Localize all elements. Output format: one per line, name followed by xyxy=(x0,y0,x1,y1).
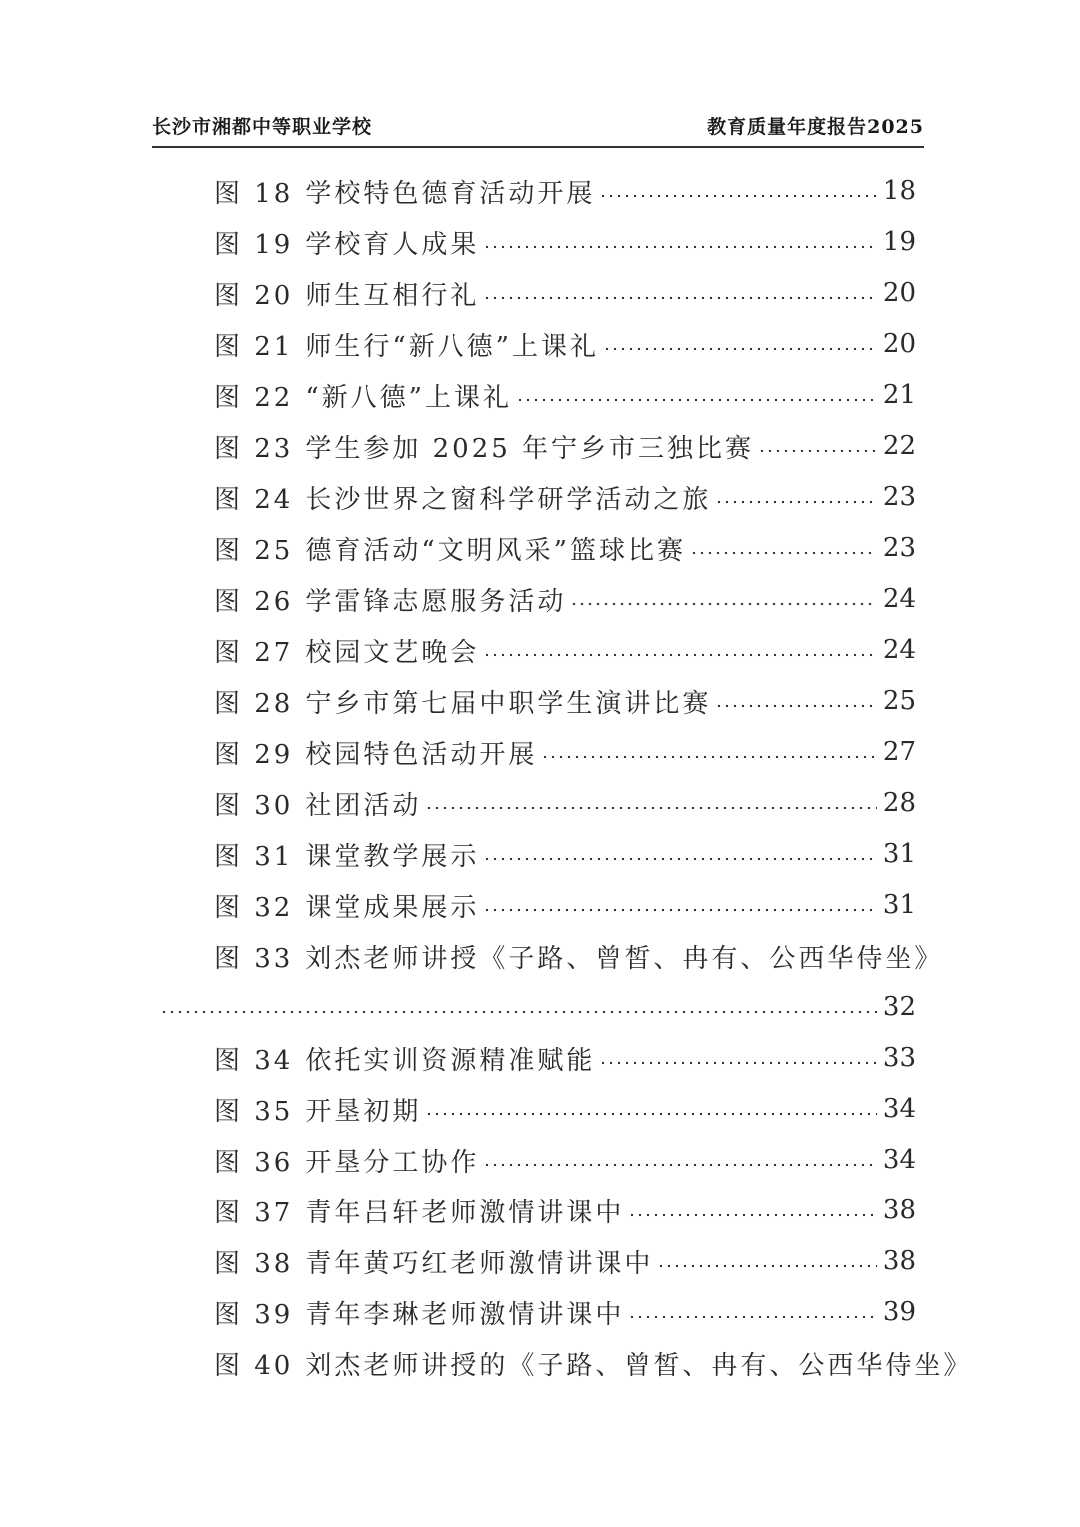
dot-leader xyxy=(603,347,877,351)
figure-title: 课堂教学展示 xyxy=(305,841,480,872)
toc-entry-33-continuation[interactable] xyxy=(156,985,916,1029)
page-number: 39 xyxy=(882,1297,916,1327)
figure-number: 图 19 xyxy=(214,229,294,260)
toc-entry-24[interactable] xyxy=(214,475,916,519)
figure-title: 开垦初期 xyxy=(305,1096,422,1127)
toc-entry-36[interactable] xyxy=(214,1138,916,1182)
dot-leader xyxy=(483,1163,877,1167)
figure-number: 图 34 xyxy=(214,1045,294,1076)
page-number: 24 xyxy=(882,584,916,614)
dot-leader xyxy=(425,1112,877,1116)
figure-title: 校园特色活动开展 xyxy=(305,739,538,770)
figure-number: 图 36 xyxy=(214,1147,294,1178)
figure-title: 开垦分工协作 xyxy=(305,1147,480,1178)
figure-title: 宁乡市第七届中职学生演讲比赛 xyxy=(305,688,712,719)
toc-entry-25[interactable] xyxy=(214,526,916,570)
page-number: 34 xyxy=(882,1145,916,1175)
dot-leader xyxy=(715,500,877,504)
figure-title: 德育活动“文明风采”篮球比赛 xyxy=(305,535,686,566)
page-number: 27 xyxy=(882,737,916,767)
figure-number: 图 32 xyxy=(214,892,294,923)
dot-leader xyxy=(483,857,877,861)
toc-entry-35[interactable] xyxy=(214,1087,916,1131)
figure-number: 图 18 xyxy=(214,178,294,209)
page-number: 28 xyxy=(882,788,916,818)
figure-number: 图 21 xyxy=(214,331,294,362)
figure-title: 社团活动 xyxy=(305,790,422,821)
figure-number: 图 31 xyxy=(214,841,294,872)
toc-entry-33[interactable] xyxy=(214,934,944,978)
page-number: 24 xyxy=(882,635,916,665)
figure-number: 图 26 xyxy=(214,586,294,617)
figure-title: 学生参加 2025 年宁乡市三独比赛 xyxy=(305,433,755,464)
dot-leader xyxy=(715,704,877,708)
toc-entry-31[interactable] xyxy=(214,832,916,876)
figure-number: 图 40 xyxy=(214,1350,294,1381)
figure-title: 校园文艺晚会 xyxy=(305,637,480,668)
page-number: 23 xyxy=(882,533,916,563)
page-number: 33 xyxy=(882,1043,916,1073)
toc-entry-18[interactable] xyxy=(214,169,916,213)
toc-entry-34[interactable] xyxy=(214,1036,916,1080)
toc-entry-30[interactable] xyxy=(214,781,916,825)
dot-leader xyxy=(160,1010,877,1014)
figure-number: 图 22 xyxy=(214,382,294,413)
dot-leader xyxy=(599,1061,877,1065)
figure-title: 青年李琳老师激情讲课中 xyxy=(305,1299,625,1330)
figure-number: 图 33 xyxy=(214,943,294,974)
figure-title: “新八德”上课礼 xyxy=(305,382,512,413)
dot-leader xyxy=(483,653,877,657)
page-number: 22 xyxy=(882,431,916,461)
toc-entry-28[interactable] xyxy=(214,679,916,723)
page-number: 38 xyxy=(882,1195,916,1225)
toc-entry-39[interactable] xyxy=(214,1290,916,1334)
dot-leader xyxy=(541,755,877,759)
figure-title: 刘杰老师讲授《子路、曾皙、冉有、公西华侍坐》 xyxy=(305,943,944,974)
page-number: 18 xyxy=(882,176,916,206)
page-number: 32 xyxy=(882,992,916,1022)
dot-leader xyxy=(425,806,877,810)
figure-number: 图 20 xyxy=(214,280,294,311)
page-number: 25 xyxy=(882,686,916,716)
page-number: 31 xyxy=(882,839,916,869)
dot-leader xyxy=(628,1315,877,1319)
figure-number: 图 27 xyxy=(214,637,294,668)
page-number: 20 xyxy=(882,329,916,359)
toc-entry-29[interactable] xyxy=(214,730,916,774)
figure-number: 图 30 xyxy=(214,790,294,821)
page-number: 19 xyxy=(882,227,916,257)
figure-number: 图 29 xyxy=(214,739,294,770)
page-number: 20 xyxy=(882,278,916,308)
page-number: 23 xyxy=(882,482,916,512)
dot-leader xyxy=(690,551,877,555)
page-number: 21 xyxy=(882,380,916,410)
figure-title: 长沙世界之窗科学研学活动之旅 xyxy=(305,484,712,515)
figure-title: 青年吕轩老师激情讲课中 xyxy=(305,1197,625,1228)
dot-leader xyxy=(628,1213,877,1217)
dot-leader xyxy=(599,194,877,198)
figure-title: 学校育人成果 xyxy=(305,229,480,260)
toc-entry-38[interactable] xyxy=(214,1239,916,1283)
toc-entry-21[interactable] xyxy=(214,322,916,366)
toc-entry-32[interactable] xyxy=(214,883,916,927)
dot-leader xyxy=(516,398,877,402)
figure-number: 图 28 xyxy=(214,688,294,719)
figure-title: 学校特色德育活动开展 xyxy=(305,178,596,209)
page-number: 34 xyxy=(882,1094,916,1124)
toc-entry-23[interactable] xyxy=(214,424,916,468)
figure-title: 青年黄巧红老师激情讲课中 xyxy=(305,1248,654,1279)
header-school-name: 长沙市湘都中等职业学校 xyxy=(152,116,373,138)
dot-leader xyxy=(758,449,877,453)
toc-entry-37[interactable] xyxy=(214,1188,916,1232)
toc-entry-27[interactable] xyxy=(214,628,916,672)
figure-number: 图 39 xyxy=(214,1299,294,1330)
figure-title: 课堂成果展示 xyxy=(305,892,480,923)
figure-title: 依托实训资源精准赋能 xyxy=(305,1045,596,1076)
figure-title: 师生行“新八德”上课礼 xyxy=(305,331,599,362)
toc-entry-22[interactable] xyxy=(214,373,916,417)
page-number: 38 xyxy=(882,1246,916,1276)
figure-number: 图 38 xyxy=(214,1248,294,1279)
dot-leader xyxy=(483,245,877,249)
toc-entry-26[interactable] xyxy=(214,577,916,621)
figure-title: 刘杰老师讲授的《子路、曾皙、冉有、公西华侍坐》 xyxy=(305,1350,973,1381)
figure-number: 图 35 xyxy=(214,1096,294,1127)
figure-number: 图 24 xyxy=(214,484,294,515)
figure-title: 学雷锋志愿服务活动 xyxy=(305,586,567,617)
dot-leader xyxy=(657,1264,877,1268)
dot-leader xyxy=(483,908,877,912)
figure-number: 图 37 xyxy=(214,1197,294,1228)
figure-title: 师生互相行礼 xyxy=(305,280,480,311)
dot-leader xyxy=(570,602,877,606)
toc-entry-20[interactable] xyxy=(214,271,916,315)
dot-leader xyxy=(483,296,877,300)
toc-entry-19[interactable] xyxy=(214,220,916,264)
page-number: 31 xyxy=(882,890,916,920)
figure-number: 图 25 xyxy=(214,535,294,566)
header-report-title: 教育质量年度报告2025 xyxy=(707,116,924,138)
toc-entry-40[interactable] xyxy=(214,1341,973,1385)
figure-number: 图 23 xyxy=(214,433,294,464)
